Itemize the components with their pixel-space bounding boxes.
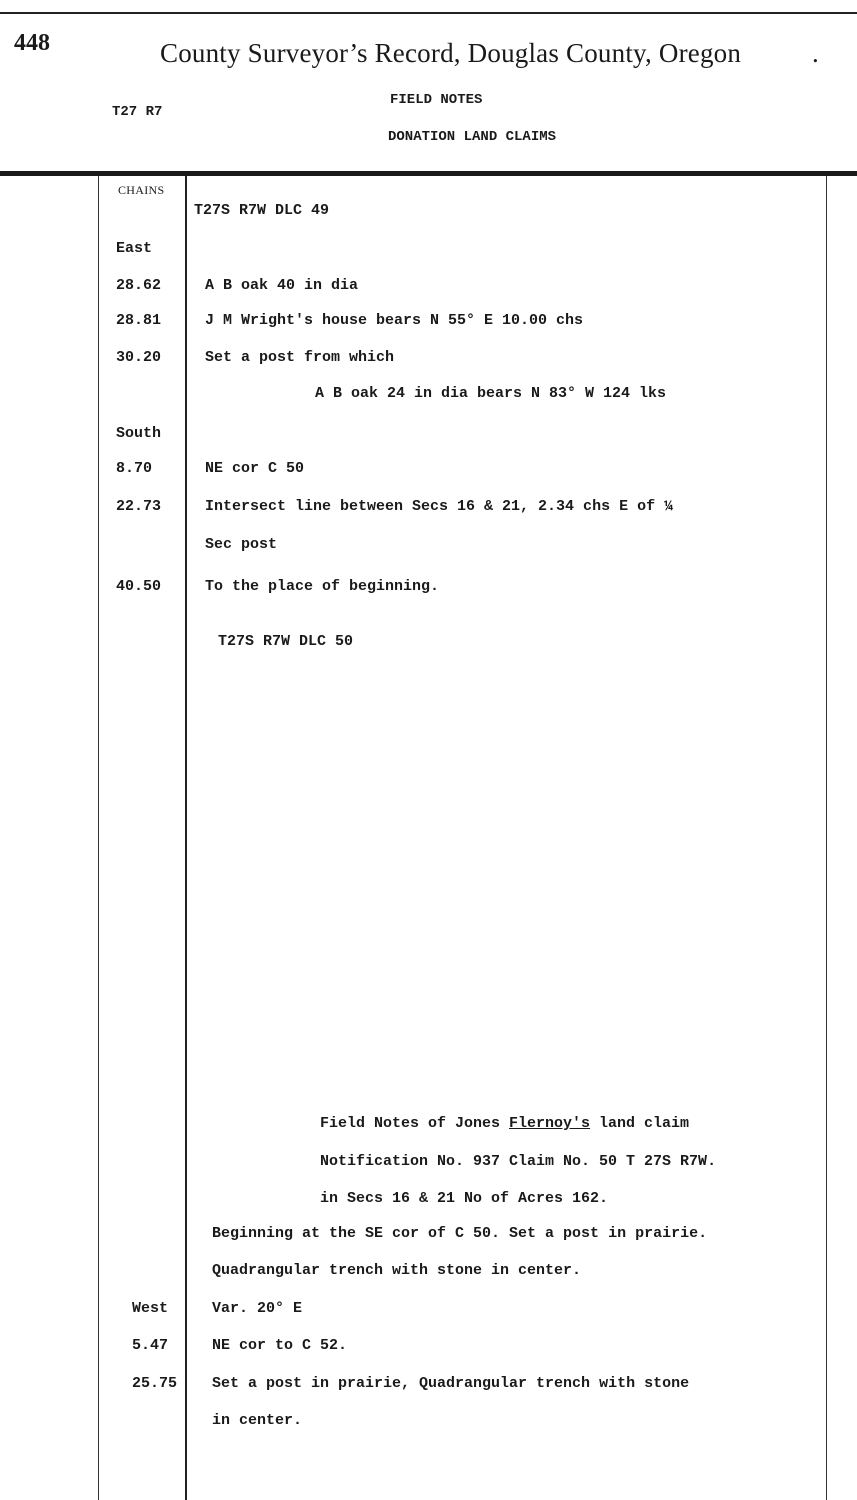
note-line: Sec post — [205, 536, 278, 553]
chain-value: 28.81 — [116, 312, 162, 329]
dlc-50-heading: T27S R7W DLC 50 — [218, 633, 354, 650]
note-line: NE cor C 50 — [205, 460, 305, 477]
note-line: in center. — [212, 1412, 303, 1429]
beginning-line: Beginning at the SE cor of C 50. Set a post in prairie. — [212, 1225, 708, 1242]
beginning-line: Quadrangular trench with stone in center. — [212, 1262, 582, 1279]
direction-west: West — [132, 1300, 169, 1317]
claim-intro-text: Field Notes of Jones — [320, 1115, 510, 1132]
variation-line: Var. 20° E — [212, 1300, 303, 1317]
note-line: A B oak 24 in dia bears N 83° W 124 lks — [315, 385, 667, 402]
chain-value: 8.70 — [116, 460, 153, 477]
direction-south: South — [116, 425, 162, 442]
header-rule — [0, 171, 857, 176]
record-title: County Surveyor’s Record, Douglas County, Oregon — [160, 38, 742, 68]
dlc-49-heading: T27S R7W DLC 49 — [194, 202, 330, 219]
chain-value: 30.20 — [116, 349, 162, 366]
claim-intro-line — [320, 1115, 689, 1132]
chain-value: 22.73 — [116, 498, 162, 515]
note-line: NE cor to C 52. — [212, 1337, 348, 1354]
right-border-line — [826, 176, 827, 1500]
note-line: Intersect line between Secs 16 & 21, 2.34 chs E of ¼ — [205, 498, 674, 515]
note-line: To the place of beginning. — [205, 578, 440, 595]
page-number: 448 — [14, 30, 50, 56]
chain-value: 5.47 — [132, 1337, 169, 1354]
note-line: J M Wright's house bears N 55° E 10.00 chs — [205, 312, 584, 329]
claim-intro-text: land claim — [590, 1115, 690, 1132]
chain-value: 40.50 — [116, 578, 162, 595]
note-line: Set a post from which — [205, 349, 395, 366]
township-label: T27 R7 — [112, 104, 163, 120]
notification-line: Notification No. 937 Claim No. 50 T 27S R7W. — [320, 1153, 717, 1170]
left-border-line — [98, 176, 99, 1500]
chain-value: 25.75 — [132, 1375, 178, 1392]
direction-east: East — [116, 240, 153, 257]
note-line: Set a post in prairie, Quadrangular trench with stone — [212, 1375, 690, 1392]
acres-line: in Secs 16 & 21 No of Acres 162. — [320, 1190, 609, 1207]
dlc-heading: DONATION LAND CLAIMS — [388, 129, 557, 145]
claimant-name: Flernoy's — [509, 1115, 591, 1132]
top-rule — [0, 12, 857, 14]
chains-column-divider — [185, 176, 187, 1500]
chain-value: 28.62 — [116, 277, 162, 294]
title-dot: . — [812, 38, 819, 68]
chains-column-label: CHAINS — [118, 183, 165, 197]
note-line: A B oak 40 in dia — [205, 277, 359, 294]
field-notes-heading: FIELD NOTES — [390, 92, 483, 108]
